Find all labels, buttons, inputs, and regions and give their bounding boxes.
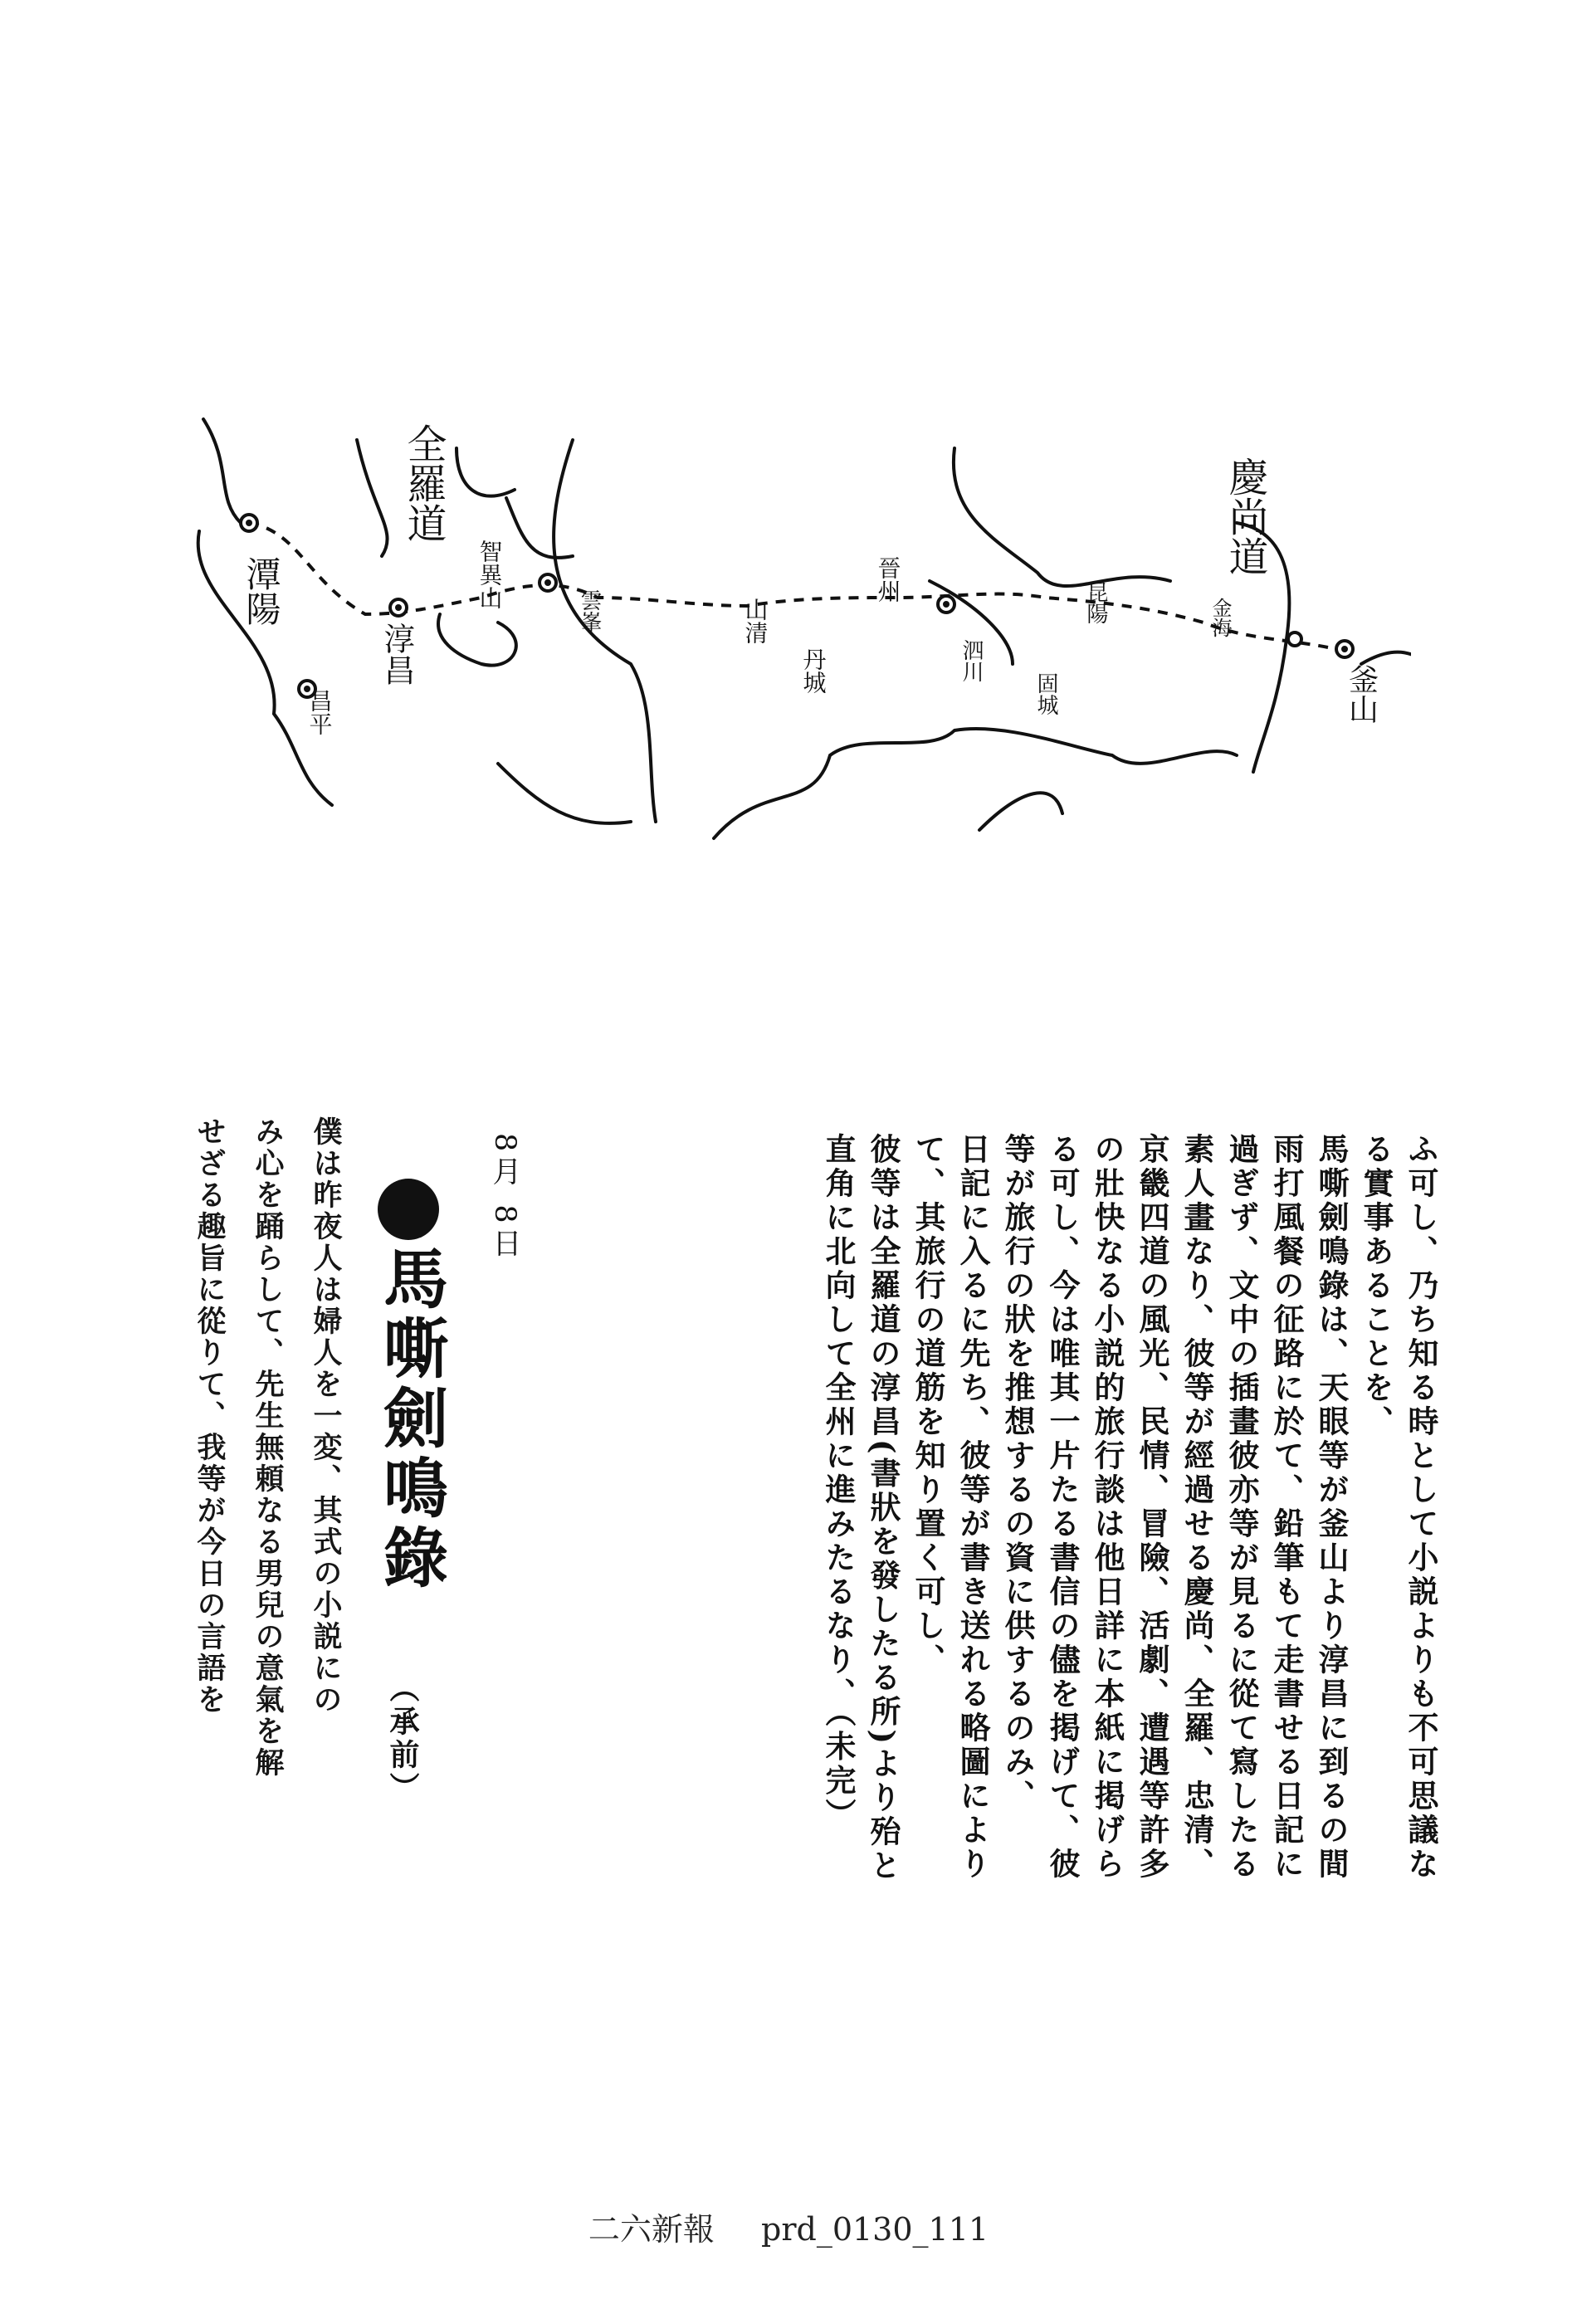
place-label: 潭陽: [241, 556, 282, 626]
newspaper-name: 二六新報: [588, 2211, 715, 2248]
place-label: 智異山: [476, 540, 504, 609]
article-column: 日記に入るに先ち、彼等が書き送れる略圖により: [954, 1133, 991, 1882]
place-label: 淳昌: [378, 622, 415, 686]
article-column: ふ可し、乃ち知る時として小説よりも不可思議な: [1403, 1133, 1439, 1882]
article-column: 彼等は全羅道の淳昌(書狀を發したる所)より殆と: [865, 1133, 901, 1884]
page-footer: [0, 2204, 1577, 2249]
place-label: 固城: [1033, 672, 1058, 715]
article-column: 素人畫なり、彼等が經過せる慶尚、全羅、忠清、: [1179, 1133, 1215, 1882]
article-column: 京畿四道の風光、民情、冒險、活劇、遭遇等許多: [1134, 1133, 1170, 1882]
article-column: 直角に北向して全州に進みたるなり、（未完）: [820, 1133, 857, 1833]
installment-column: み心を踊らして、先生無頼なる男兒の意氣を解: [251, 1116, 285, 1779]
article-column: る可し、今は唯其一片たる書信の儘を掲げて、彼: [1044, 1133, 1081, 1882]
page-code: prd_0130_111: [761, 2211, 989, 2248]
route-map: [183, 390, 1411, 855]
place-label: 昌平: [305, 689, 334, 735]
place-label: 金海: [1208, 598, 1232, 637]
place-label: 晉州: [874, 556, 902, 603]
article-column: 雨打風餐の征路に於て、鉛筆もて走書せる日記に: [1268, 1133, 1305, 1882]
article-column: 過ぎず、文中の插畫彼亦等が見るに從て寫したる: [1223, 1133, 1260, 1882]
region-label-gyeongsang: 慶尚道: [1222, 456, 1268, 576]
installment-title: 馬嘶劍鳴錄: [373, 1245, 448, 1594]
installment-subtitle: （承前）: [385, 1672, 420, 1805]
article-column: 馬嘶劍鳴錄は、天眼等が釜山より淳昌に到るの間: [1313, 1133, 1350, 1882]
place-label: 丹城: [799, 647, 828, 694]
article-column: 等が旅行の狀を推想するの資に供するのみ、: [999, 1133, 1036, 1814]
region-label-jeolla: 全羅道: [400, 423, 447, 543]
place-label: 昆陽: [1083, 581, 1108, 624]
article-column: て、其旅行の道筋を知り置く可し、: [910, 1133, 946, 1677]
installment-column: せざる趣旨に從りて、我等が今日の言語を: [193, 1116, 227, 1716]
article-column: の壯快なる小説的旅行談は他日詳に本紙に掲げら: [1089, 1133, 1125, 1882]
place-label: 山清: [741, 598, 769, 644]
place-label: 雲峯: [577, 589, 602, 632]
place-label: 釜山: [1344, 664, 1379, 724]
article-column: る實事あることを、: [1358, 1133, 1394, 1439]
place-label: 泗川: [959, 639, 984, 682]
title-bullet-icon: [378, 1179, 439, 1240]
issue-date: 8月 8日: [488, 1133, 521, 1262]
installment-column: 僕は昨夜人は婦人を一変、其式の小説にの: [309, 1116, 343, 1716]
